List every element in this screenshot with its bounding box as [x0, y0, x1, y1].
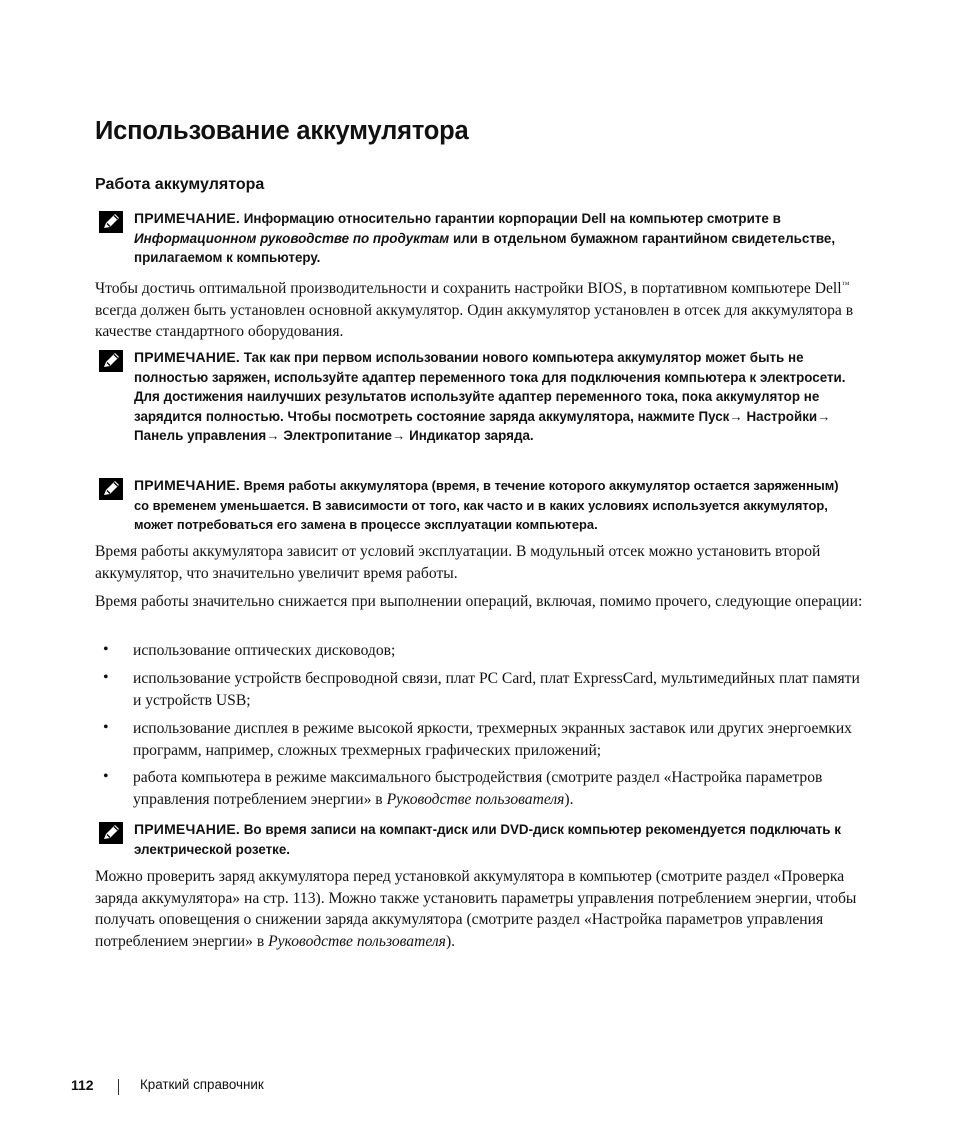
note-pencil-icon — [99, 822, 123, 844]
bullet-icon: • — [103, 719, 109, 736]
list-item-text-part: работа компьютера в режиме максимального быстродействия (смотрите раздел «Настройка параметров управления потреблением энергии» в — [133, 769, 823, 808]
note-text-part: . — [529, 428, 534, 444]
bullet-icon: • — [103, 669, 109, 686]
list-item-text — [133, 767, 863, 810]
note-text-part: Во время записи на компакт-диск или DVD-диск компьютер рекомендуется подключать к электрической розетке. — [134, 822, 841, 857]
note-text-part: Информацию относительно гарантии корпорации Dell на компьютер смотрите в — [243, 211, 781, 226]
footer-divider — [118, 1079, 119, 1095]
page-number: 112 — [71, 1077, 94, 1093]
list-item-text: использование дисплея в режиме высокой яркости, трехмерных экранных заставок или других энергоемких программ, например, сложных трехмерных графических приложений; — [133, 720, 852, 759]
paragraph-operations: Время работы значительно снижается при выполнении операций, включая, помимо прочего, следующие операции: — [95, 593, 863, 610]
note-pencil-icon — [99, 350, 123, 372]
list-item — [95, 668, 863, 711]
footer-title: Краткий справочник — [140, 1077, 264, 1092]
paragraph-text: всегда должен быть установлен основной аккумулятор. Один аккумулятор установлен в отсек для аккумулятора в качестве стандартного оборудования. — [95, 301, 854, 340]
note-doc-reference: Информационном руководстве по продуктам — [134, 230, 450, 246]
note-label: ПРИМЕЧАНИЕ. — [134, 821, 241, 837]
note-text — [134, 348, 856, 446]
list-item — [95, 718, 863, 761]
paragraph-text: ). — [445, 932, 456, 950]
note-pencil-icon — [99, 478, 123, 500]
note-cd-dvd — [96, 820, 856, 859]
paragraph-text: Чтобы достичь оптимальной производительности и сохранить настройки BIOS, в портативном компьютере Dell — [95, 280, 842, 297]
list-item — [95, 767, 863, 810]
paragraph-operating-time: Время работы аккумулятора зависит от условий эксплуатации. В модульный отсек можно установить второй аккумулятор, что значительно увеличит время работы. — [95, 543, 821, 582]
page-title: Использование аккумулятора — [95, 117, 469, 145]
menu-path-arrow: → — [817, 408, 831, 424]
note-text — [134, 209, 856, 268]
note-text — [134, 820, 856, 859]
menu-path-arrow: → — [392, 428, 406, 444]
trademark-symbol: ™ — [841, 280, 850, 289]
list-item-text-part: ). — [564, 790, 574, 808]
note-label: ПРИМЕЧАНИЕ. — [134, 349, 241, 365]
menu-path-arrow: → — [266, 428, 280, 444]
user-guide-reference: Руководстве пользователя — [268, 932, 446, 950]
paragraph-check-charge — [95, 866, 863, 952]
menu-path-arrow: → — [729, 408, 743, 424]
menu-path-control-panel: Панель управления — [134, 428, 267, 444]
menu-path-start: Пуск — [698, 408, 730, 424]
note-battery-life — [96, 476, 856, 535]
note-text-part: или в отдельном бумажном гарантийном свидетельстве, прилагаемом к компьютеру. — [134, 230, 836, 266]
note-first-use — [96, 348, 856, 446]
list-item — [95, 640, 863, 662]
note-text — [134, 476, 856, 535]
section-heading: Работа аккумулятора — [95, 176, 265, 193]
bullet-icon: • — [103, 641, 109, 658]
paragraph-text: Можно проверить заряд аккумулятора перед установкой аккумулятора в компьютер (смотрите раздел «Проверка заряда аккумулятора» на стр. 113). Можно также установить параметры управления потреблением энергии, чтобы получать оповещения о снижении заряда аккумулятора (смотрите раздел «Настройка параметров управления потреблением энергии» в — [95, 868, 857, 950]
bullet-icon: • — [103, 768, 109, 785]
paragraph-bios — [95, 274, 863, 343]
menu-path-battery-meter: Индикатор заряда — [409, 428, 530, 444]
note-label: ПРИМЕЧАНИЕ. — [134, 210, 241, 226]
note-label: ПРИМЕЧАНИЕ. — [134, 477, 241, 493]
user-guide-reference: Руководстве пользователя — [386, 790, 565, 808]
note-warranty — [96, 209, 856, 268]
menu-path-power-options: Электропитание — [283, 428, 393, 444]
list-item-text: использование оптических дисководов; — [133, 642, 396, 659]
note-text-part: Так как при первом использовании нового компьютера аккумулятор может быть не полностью заряжен, используйте адаптер переменного тока для подключения компьютера к электросети. Для достижения наилучших результатов используйте адаптер переменного тока, пока аккумулятор не зарядится полностью. Чтобы посмотреть состояние заряда аккумулятора, нажмите — [134, 350, 846, 424]
note-text-part: Время работы аккумулятора (время, в течение которого аккумулятор остается заряженным) со временем уменьшается. В зависимости от того, как часто и в каких условиях используется аккумулятор, может потребоваться его замена в процессе эксплуатации компьютера. — [134, 478, 839, 533]
menu-path-settings: Настройки — [746, 408, 818, 424]
note-pencil-icon — [99, 211, 123, 233]
list-item-text: использование устройств беспроводной связи, плат PC Card, плат ExpressCard, мультимедийных плат памяти и устройств USB; — [133, 670, 860, 709]
